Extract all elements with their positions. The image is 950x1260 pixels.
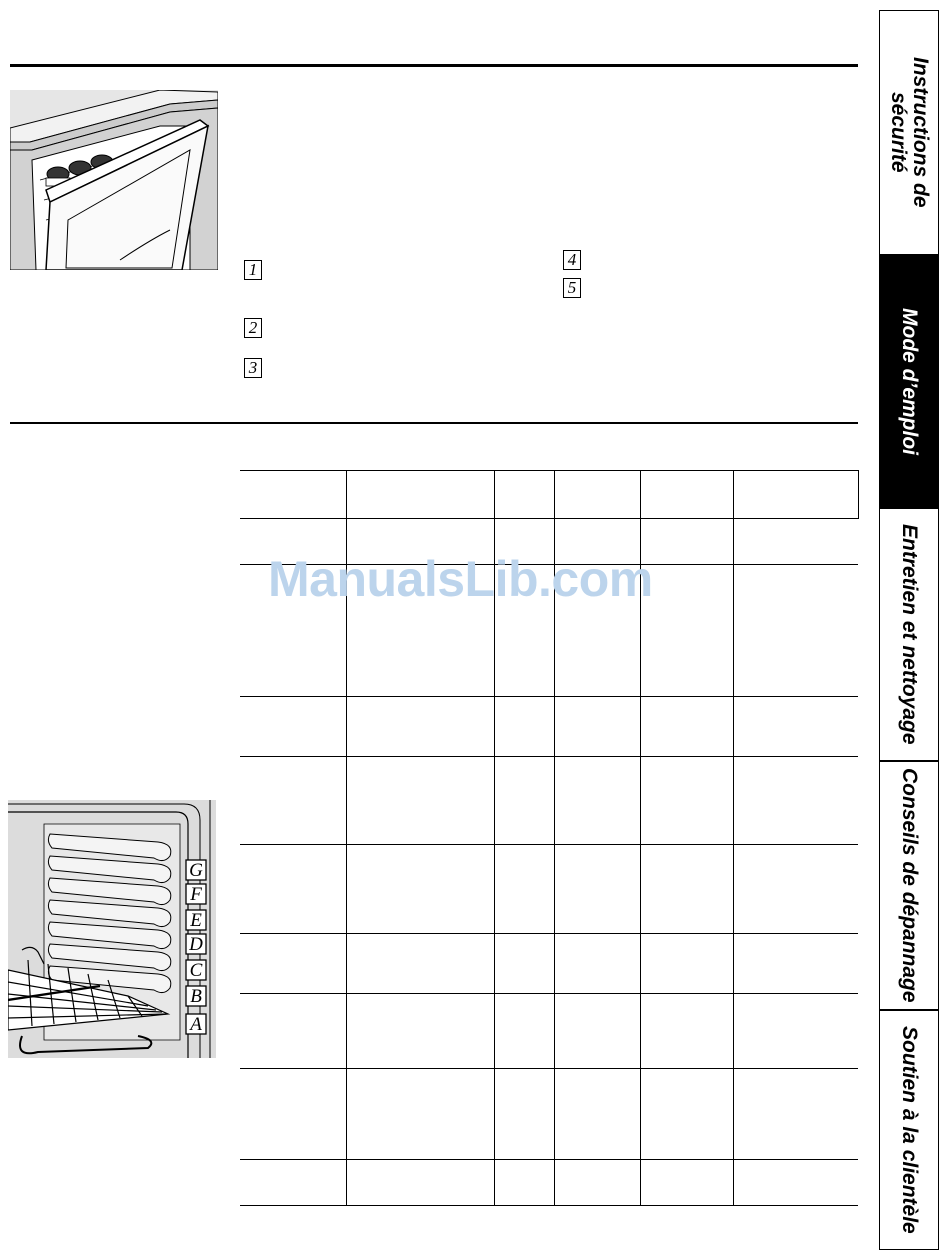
- table-row: [240, 934, 858, 994]
- step-4-box: 4: [563, 250, 581, 270]
- rack-position-c: C: [189, 960, 203, 981]
- top-rule: [10, 64, 858, 67]
- section-rule: [10, 422, 858, 424]
- rack-position-d: D: [189, 934, 203, 955]
- step-5-box: 5: [563, 278, 581, 298]
- table-row: [240, 845, 858, 934]
- sidetab-label: Soutien à la clientèle: [898, 1026, 921, 1234]
- table-row: [240, 994, 858, 1069]
- table-header-cell: [240, 471, 346, 519]
- sidetab-mode-emploi[interactable]: [879, 255, 939, 508]
- sidetab-instructions-securite[interactable]: [879, 10, 939, 255]
- table-header-cell: [346, 471, 494, 519]
- table-header-cell: [554, 471, 640, 519]
- rack-position-a: A: [190, 1014, 202, 1035]
- rack-position-b: B: [190, 986, 202, 1007]
- rack-position-f: F: [190, 884, 202, 905]
- sidetab-label: Entretien et nettoyage: [898, 524, 921, 745]
- step-3-box: 3: [244, 358, 262, 378]
- oven-rack-positions-illustration: [8, 800, 216, 1058]
- rack-position-e: E: [190, 910, 202, 931]
- watermark-text: ManualsLib.com: [268, 551, 653, 607]
- table-header-cell: [733, 471, 858, 519]
- sidetab-label: Instructions de sécurité: [887, 57, 932, 208]
- table-row: [240, 697, 858, 757]
- sidetab-soutien-clientele[interactable]: [879, 1010, 939, 1250]
- sidetab-conseils-depannage[interactable]: [879, 761, 939, 1010]
- table-header-row: [240, 471, 858, 519]
- table-row: [240, 1069, 858, 1160]
- table-row: [240, 1160, 858, 1206]
- sidetab-label: Conseils de dépannage: [898, 768, 921, 1003]
- sidetab-entretien-nettoyage[interactable]: [879, 508, 939, 761]
- table-row: [240, 757, 858, 845]
- table-header-cell: [640, 471, 733, 519]
- step-2-box: 2: [244, 318, 262, 338]
- sidetab-label: Mode d’emploi: [898, 308, 921, 455]
- step-1-box: 1: [244, 260, 262, 280]
- warming-drawer-illustration: [10, 90, 218, 270]
- rack-position-g: G: [189, 860, 203, 881]
- table-header-cell: [494, 471, 554, 519]
